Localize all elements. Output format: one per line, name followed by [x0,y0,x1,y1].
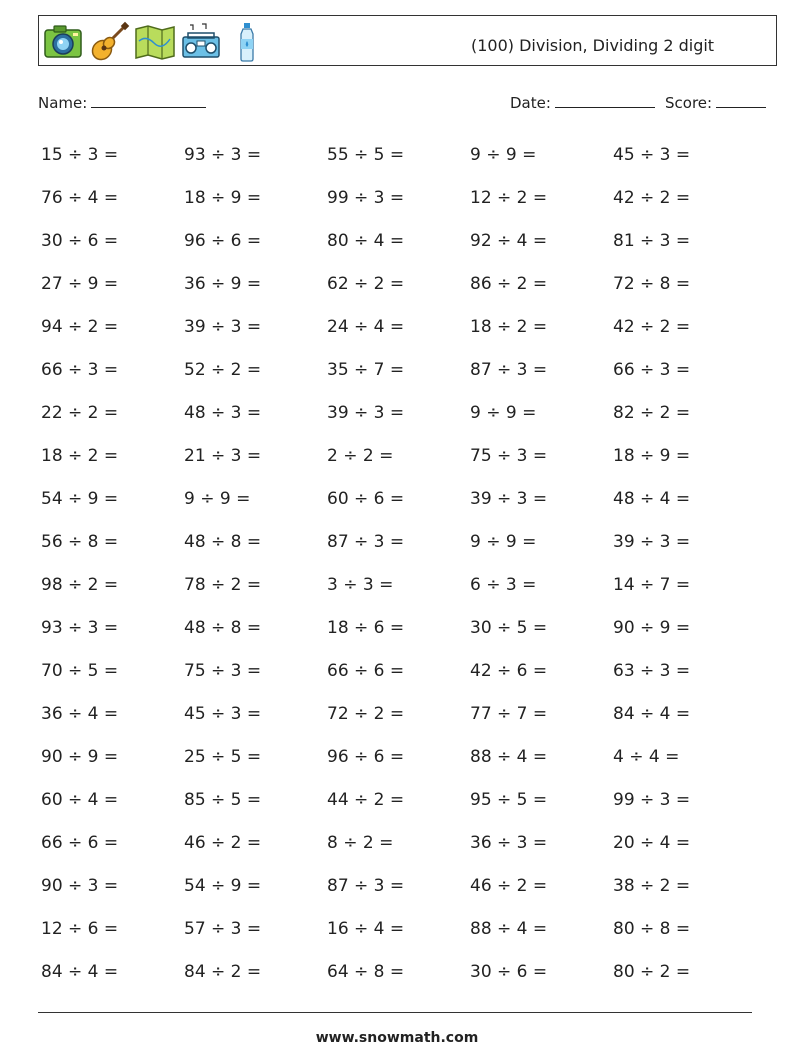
division-problem: 48 ÷ 4 = [613,488,691,509]
name-blank[interactable] [91,93,206,108]
division-problem: 96 ÷ 6 = [184,230,262,251]
problem-row [41,778,761,821]
division-problem: 84 ÷ 4 = [613,703,691,724]
division-problem: 60 ÷ 6 = [327,488,405,509]
problem-row [41,864,761,907]
footer-url: www.snowmath.com [315,1030,479,1046]
division-problem: 63 ÷ 3 = [613,660,691,681]
problem-row [41,692,761,735]
division-problem: 15 ÷ 3 = [41,144,119,165]
division-problem: 39 ÷ 3 = [470,488,548,509]
division-problem: 60 ÷ 4 = [41,789,119,810]
problem-row [41,735,761,778]
division-problem: 25 ÷ 5 = [184,746,262,767]
division-problem: 44 ÷ 2 = [327,789,405,810]
division-problem: 30 ÷ 5 = [470,617,548,638]
division-problem: 9 ÷ 9 = [470,144,537,165]
division-problem: 95 ÷ 5 = [470,789,548,810]
division-problem: 62 ÷ 2 = [327,273,405,294]
division-problem: 66 ÷ 6 = [41,832,119,853]
water-bottle-icon [226,21,268,63]
problem-row [41,391,761,434]
division-problem: 21 ÷ 3 = [184,445,262,466]
problem-row [41,477,761,520]
division-problem: 92 ÷ 4 = [470,230,548,251]
date-field [510,93,655,112]
division-problem: 18 ÷ 2 = [41,445,119,466]
division-problem: 56 ÷ 8 = [41,531,119,552]
division-problem: 42 ÷ 2 = [613,187,691,208]
score-field [665,93,766,112]
page-title: (100) Division, Dividing 2 digit [471,36,715,55]
division-problem: 54 ÷ 9 = [41,488,119,509]
guitar-icon [88,21,130,63]
division-problem: 82 ÷ 2 = [613,402,691,423]
division-problem: 12 ÷ 2 = [470,187,548,208]
division-problem: 80 ÷ 2 = [613,961,691,982]
problem-row [41,950,761,993]
division-problem: 9 ÷ 9 = [184,488,251,509]
division-problem: 66 ÷ 3 = [613,359,691,380]
division-problem: 93 ÷ 3 = [184,144,262,165]
division-problem: 18 ÷ 6 = [327,617,405,638]
division-problem: 4 ÷ 4 = [613,746,680,767]
division-problem: 35 ÷ 7 = [327,359,405,380]
division-problem: 8 ÷ 2 = [327,832,394,853]
division-problem: 20 ÷ 4 = [613,832,691,853]
problem-row [41,520,761,563]
footer-divider [38,1012,752,1013]
division-problem: 48 ÷ 8 = [184,531,262,552]
header-box [38,15,777,66]
division-problem: 90 ÷ 3 = [41,875,119,896]
division-problem: 24 ÷ 4 = [327,316,405,337]
division-problem: 48 ÷ 8 = [184,617,262,638]
division-problem: 12 ÷ 6 = [41,918,119,939]
problem-row [41,219,761,262]
division-problem: 93 ÷ 3 = [41,617,119,638]
division-problem: 96 ÷ 6 = [327,746,405,767]
division-problem: 90 ÷ 9 = [613,617,691,638]
division-problem: 36 ÷ 4 = [41,703,119,724]
division-problem: 46 ÷ 2 = [184,832,262,853]
division-problem: 88 ÷ 4 = [470,918,548,939]
division-problem: 42 ÷ 2 = [613,316,691,337]
division-problem: 52 ÷ 2 = [184,359,262,380]
problem-row [41,563,761,606]
division-problem: 18 ÷ 9 = [613,445,691,466]
division-problem: 66 ÷ 3 = [41,359,119,380]
division-problem: 72 ÷ 8 = [613,273,691,294]
division-problem: 66 ÷ 6 = [327,660,405,681]
division-problem: 39 ÷ 3 = [184,316,262,337]
division-problem: 2 ÷ 2 = [327,445,394,466]
division-problem: 39 ÷ 3 = [327,402,405,423]
camera-icon [42,21,84,63]
division-problem: 77 ÷ 7 = [470,703,548,724]
problem-row [41,907,761,950]
division-problem: 38 ÷ 2 = [613,875,691,896]
problem-grid [41,133,761,993]
division-problem: 46 ÷ 2 = [470,875,548,896]
division-problem: 55 ÷ 5 = [327,144,405,165]
division-problem: 45 ÷ 3 = [613,144,691,165]
division-problem: 3 ÷ 3 = [327,574,394,595]
division-problem: 80 ÷ 8 = [613,918,691,939]
problem-row [41,262,761,305]
problem-row [41,133,761,176]
header-icons [42,21,268,63]
division-problem: 64 ÷ 8 = [327,961,405,982]
score-label: Score: [665,94,713,112]
division-problem: 99 ÷ 3 = [613,789,691,810]
division-problem: 76 ÷ 4 = [41,187,119,208]
date-label: Date: [510,94,551,112]
boombox-icon [180,21,222,63]
division-problem: 9 ÷ 9 = [470,402,537,423]
division-problem: 18 ÷ 2 = [470,316,548,337]
division-problem: 86 ÷ 2 = [470,273,548,294]
division-problem: 48 ÷ 3 = [184,402,262,423]
division-problem: 90 ÷ 9 = [41,746,119,767]
name-field [38,93,206,112]
division-problem: 80 ÷ 4 = [327,230,405,251]
division-problem: 42 ÷ 6 = [470,660,548,681]
division-problem: 39 ÷ 3 = [613,531,691,552]
division-problem: 75 ÷ 3 = [184,660,262,681]
division-problem: 98 ÷ 2 = [41,574,119,595]
division-problem: 27 ÷ 9 = [41,273,119,294]
division-problem: 54 ÷ 9 = [184,875,262,896]
division-problem: 87 ÷ 3 = [327,531,405,552]
division-problem: 94 ÷ 2 = [41,316,119,337]
score-blank[interactable] [716,93,766,108]
division-problem: 16 ÷ 4 = [327,918,405,939]
division-problem: 30 ÷ 6 = [41,230,119,251]
division-problem: 87 ÷ 3 = [470,359,548,380]
division-problem: 84 ÷ 2 = [184,961,262,982]
division-problem: 88 ÷ 4 = [470,746,548,767]
division-problem: 99 ÷ 3 = [327,187,405,208]
date-blank[interactable] [555,93,655,108]
division-problem: 18 ÷ 9 = [184,187,262,208]
map-icon [134,21,176,63]
division-problem: 72 ÷ 2 = [327,703,405,724]
division-problem: 87 ÷ 3 = [327,875,405,896]
division-problem: 85 ÷ 5 = [184,789,262,810]
division-problem: 84 ÷ 4 = [41,961,119,982]
division-problem: 6 ÷ 3 = [470,574,537,595]
division-problem: 70 ÷ 5 = [41,660,119,681]
problem-row [41,606,761,649]
problem-row [41,176,761,219]
division-problem: 45 ÷ 3 = [184,703,262,724]
division-problem: 14 ÷ 7 = [613,574,691,595]
problem-row [41,821,761,864]
division-problem: 30 ÷ 6 = [470,961,548,982]
division-problem: 57 ÷ 3 = [184,918,262,939]
division-problem: 9 ÷ 9 = [470,531,537,552]
problem-row [41,434,761,477]
name-label: Name: [38,94,88,112]
problem-row [41,348,761,391]
division-problem: 75 ÷ 3 = [470,445,548,466]
division-problem: 78 ÷ 2 = [184,574,262,595]
division-problem: 36 ÷ 9 = [184,273,262,294]
division-problem: 36 ÷ 3 = [470,832,548,853]
division-problem: 81 ÷ 3 = [613,230,691,251]
division-problem: 22 ÷ 2 = [41,402,119,423]
problem-row [41,649,761,692]
problem-row [41,305,761,348]
